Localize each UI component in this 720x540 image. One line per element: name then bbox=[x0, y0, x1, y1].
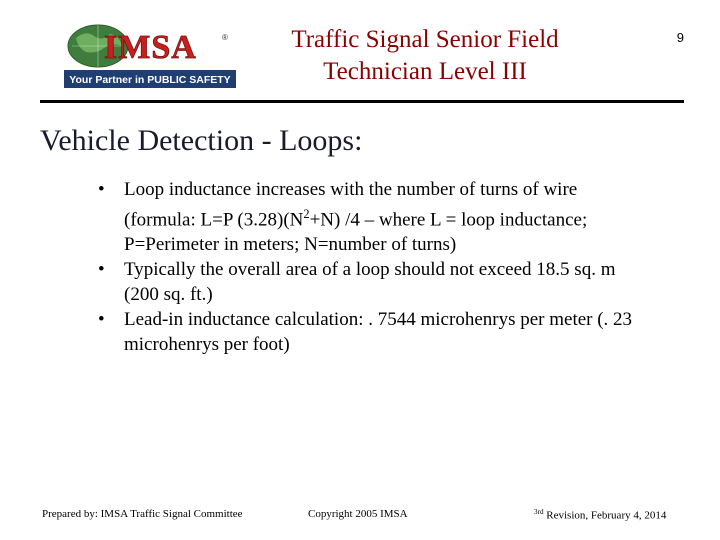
section-heading: Vehicle Detection - Loops: bbox=[40, 124, 363, 157]
slide-title bbox=[240, 24, 610, 88]
bullet-item-area bbox=[98, 257, 638, 307]
bullet-text: Lead-in inductance calculation: . 7544 microhenrys per meter (. 23 microhenrys per foot) bbox=[124, 309, 633, 356]
bullet-marker: • bbox=[98, 259, 105, 281]
revision-date: Revision, February 4, 2014 bbox=[543, 509, 667, 522]
bullet-marker: • bbox=[98, 309, 105, 331]
footer-revision bbox=[534, 508, 666, 522]
logo-tagline: Your Partner in PUBLIC SAFETY bbox=[69, 74, 231, 86]
revision-ordinal: 3rd bbox=[534, 508, 544, 516]
registered-mark: ® bbox=[222, 33, 228, 42]
title-divider bbox=[40, 100, 684, 103]
title-line-1: Traffic Signal Senior Field bbox=[291, 26, 559, 53]
bullet-marker: • bbox=[98, 179, 105, 200]
footer-copyright: Copyright 2005 IMSA bbox=[308, 508, 408, 520]
bullet-list bbox=[98, 177, 638, 357]
imsa-logo-graphic bbox=[64, 22, 236, 90]
bullet-superscript: 2 bbox=[303, 207, 310, 221]
logo-wordmark: IMSA bbox=[104, 29, 197, 66]
slide-number: 9 bbox=[676, 30, 684, 45]
bullet-text: Loop inductance increases with the number of turns of wire (formula: L=P (3.28)(N bbox=[124, 179, 578, 231]
bullet-text-continued: +N) /4 – where L = loop inductance; P=Perimeter in meters; N=number of turns) bbox=[124, 209, 588, 256]
footer-prepared-by: Prepared by: IMSA Traffic Signal Committee bbox=[42, 508, 243, 520]
bullet-item-lead-in bbox=[98, 307, 638, 357]
title-line-2: Technician Level III bbox=[323, 58, 527, 85]
bullet-item-inductance bbox=[98, 177, 638, 257]
imsa-logo bbox=[64, 22, 236, 90]
bullet-text: Typically the overall area of a loop should not exceed 18.5 sq. m (200 sq. ft.) bbox=[124, 259, 616, 306]
